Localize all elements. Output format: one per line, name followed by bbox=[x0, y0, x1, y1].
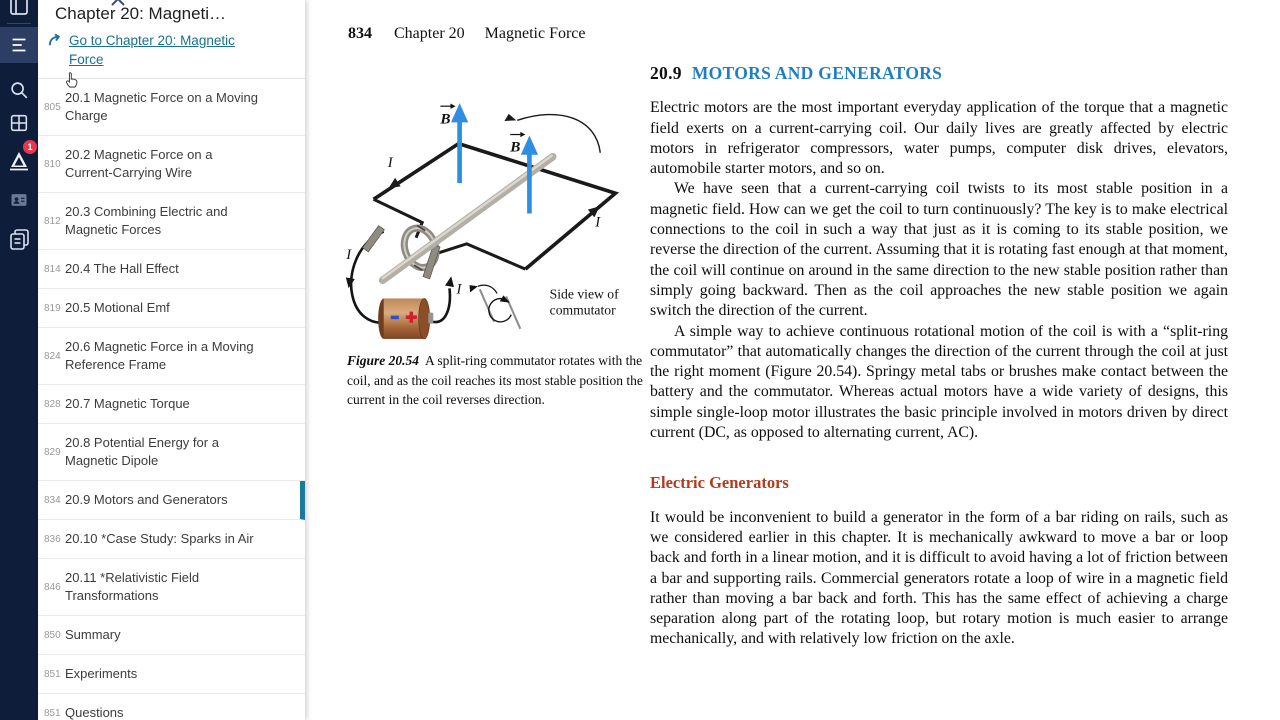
toc-item-label: 20.1 Magnetic Force on a Moving Charge bbox=[65, 90, 258, 123]
toc-item[interactable] bbox=[38, 559, 305, 616]
toc-item-label: 20.11 *Relativistic Field Transformations bbox=[65, 570, 200, 603]
toc-page-number: 851 bbox=[44, 707, 61, 719]
search-button[interactable] bbox=[0, 72, 38, 108]
toc-item-label: 20.2 Magnetic Force on a Current-Carrying Wire bbox=[65, 147, 213, 180]
toc-item-label: 20.4 The Hall Effect bbox=[65, 261, 179, 276]
toc-page-number: 814 bbox=[44, 263, 61, 275]
rail-divider bbox=[7, 23, 31, 24]
go-to-chapter-row[interactable] bbox=[38, 24, 305, 78]
notification-badge: 1 bbox=[23, 140, 37, 154]
sidebar-chapter-title: Chapter 20: Magneti… bbox=[55, 4, 227, 23]
toc-list bbox=[38, 79, 305, 720]
paragraph-2: We have seen that a current-carrying coil twists to its most stable position in a magnetic field. How can we get the coil to turn continuously? The key is to make electrical connections to the coil in such a way that just as it is coming to its stable position, we reverse the direction of the current. Assuming that it is rotating fast enough at that moment, the coil will continue on around in the same direction to the new stable position rather than simply going backward. Then as the coil approaches the new stable position we again switch the direction of the current. bbox=[650, 180, 1228, 320]
paragraph-4: It would be inconvenient to build a generator in the form of a bar riding on rails, such as we considered earlier in this chapter. It is mechanically awkward to move a bar or loop back and forth in a linear motion, and it is difficult to avoid having a lot of friction between a bar and supporting rails. Commercial generators rotate a loop of wire in a magnetic field rather than moving a bar back and forth. This has the same effect of achieving a charge separation along part of the rotating loop, but rotary motion is much easier to arrange mechanically, and with relatively low friction on the axle. bbox=[650, 508, 1228, 648]
side-view-label-1: Side view of bbox=[549, 286, 619, 302]
toc-item-label: 20.9 Motors and Generators bbox=[65, 492, 228, 507]
text-column bbox=[650, 63, 1228, 650]
toc-item-label: 20.7 Magnetic Torque bbox=[65, 396, 190, 411]
toc-item[interactable] bbox=[38, 250, 305, 289]
go-to-chapter-link[interactable]: Go to Chapter 20: Magnetic Force bbox=[69, 33, 235, 67]
subsection-heading: Electric Generators bbox=[650, 473, 789, 493]
paragraph-1: Electric motors are the most important everyday application of the torque that a magnetic field exerts on a current-carrying coil. Our daily lives are greatly affected by electric motors in refrigerator compressors, water pumps, computer disk drives, elevators, automobile starter motors, and so on. bbox=[650, 99, 1228, 178]
toc-item[interactable] bbox=[38, 520, 305, 559]
toc-page-number: 828 bbox=[44, 398, 61, 410]
paragraph-3: A simple way to achieve continuous rotational motion of the coil is with a “split-ring commutator” that automatically changes the direction of the current through the coil at just the right moment (Figure 20.54). Springy metal tabs or brushes make contact between the battery and the commutator. Whereas actual motors have a wide variety of designs, this simple single-loop motor illustrates the basic principle involved in motors driven by direct current (DC, as opposed to alternating current, AC). bbox=[650, 322, 1228, 442]
toc-item[interactable] bbox=[38, 193, 305, 250]
toc-item[interactable] bbox=[38, 694, 305, 720]
toc-item-label: Summary bbox=[65, 627, 121, 642]
mouse-hand-cursor bbox=[64, 70, 81, 95]
toc-item-label: 20.3 Combining Electric and Magnetic Forces bbox=[65, 204, 228, 237]
toc-item-label: Questions bbox=[65, 705, 124, 720]
profile-card-button[interactable] bbox=[0, 182, 38, 218]
section-heading bbox=[650, 63, 1228, 83]
figure-caption bbox=[347, 351, 645, 410]
notebook-icon bbox=[8, 112, 30, 134]
toc-item[interactable] bbox=[38, 385, 305, 424]
toc-page-number: 805 bbox=[44, 101, 61, 113]
toc-item[interactable] bbox=[38, 328, 305, 385]
book-page bbox=[305, 0, 1280, 720]
toc-item-label: 20.6 Magnetic Force in a Moving Reference Frame bbox=[65, 339, 254, 372]
figure-20-54 bbox=[345, 90, 641, 350]
toc-item[interactable] bbox=[38, 289, 305, 328]
current-label-4: I bbox=[456, 281, 462, 298]
toc-item-label: 20.10 *Case Study: Sparks in Air bbox=[65, 531, 254, 546]
toc-page-number: 810 bbox=[44, 158, 61, 170]
field-label-1: B bbox=[440, 110, 451, 128]
notebook-button[interactable] bbox=[0, 105, 38, 141]
chapter-label: Chapter 20 bbox=[394, 25, 465, 42]
current-label-1: I bbox=[387, 154, 393, 171]
toc-item[interactable] bbox=[38, 136, 305, 193]
side-view-label-2: commutator bbox=[549, 302, 616, 318]
figure-caption-text: A split-ring commutator rotates with the coil, and as the coil reaches its most stable position the current in the coil reverses direction. bbox=[347, 353, 643, 407]
section-number: 20.9 bbox=[650, 63, 682, 83]
highlighters-button[interactable] bbox=[0, 142, 38, 178]
toc-item[interactable] bbox=[38, 481, 305, 520]
toc-sidebar bbox=[38, 0, 305, 720]
current-label-3: I bbox=[346, 246, 352, 263]
left-icon-rail bbox=[0, 0, 38, 720]
toc-page-number: 812 bbox=[44, 215, 61, 227]
copy-pages-icon bbox=[7, 227, 31, 251]
library-icon bbox=[7, 0, 31, 18]
toc-page-number: 824 bbox=[44, 350, 61, 362]
toc-item[interactable] bbox=[38, 655, 305, 694]
copy-pages-button[interactable] bbox=[0, 221, 38, 257]
toc-page-number: 846 bbox=[44, 581, 61, 593]
search-icon bbox=[8, 79, 30, 101]
collapse-chevron-icon[interactable] bbox=[108, 0, 128, 13]
section-title: MOTORS AND GENERATORS bbox=[691, 63, 943, 83]
library-button[interactable] bbox=[0, 0, 38, 24]
field-label-2: B bbox=[510, 138, 521, 156]
toc-page-number: 836 bbox=[44, 533, 61, 545]
toc-page-number: 829 bbox=[44, 446, 61, 458]
book-title: Magnetic Force bbox=[484, 25, 586, 42]
toc-item-label: Experiments bbox=[65, 666, 138, 681]
profile-card-icon bbox=[9, 190, 29, 210]
toc-page-number: 819 bbox=[44, 302, 61, 314]
running-header bbox=[348, 25, 586, 43]
toc-page-number: 850 bbox=[44, 629, 61, 641]
toc-item[interactable] bbox=[38, 424, 305, 481]
current-label-2: I bbox=[595, 214, 601, 231]
toc-item[interactable] bbox=[38, 616, 305, 655]
toc-item-label: 20.5 Motional Emf bbox=[65, 300, 170, 315]
figure-caption-label: Figure 20.54 bbox=[347, 353, 420, 368]
toc-button[interactable] bbox=[0, 27, 38, 63]
toc-item-label: 20.8 Potential Energy for a Magnetic Dipole bbox=[65, 435, 219, 468]
toc-page-number: 834 bbox=[44, 494, 61, 506]
toc-page-number: 851 bbox=[44, 668, 61, 680]
go-to-arrow-icon bbox=[48, 33, 63, 53]
table-of-contents-icon bbox=[8, 34, 30, 56]
page-number: 834 bbox=[348, 25, 372, 42]
